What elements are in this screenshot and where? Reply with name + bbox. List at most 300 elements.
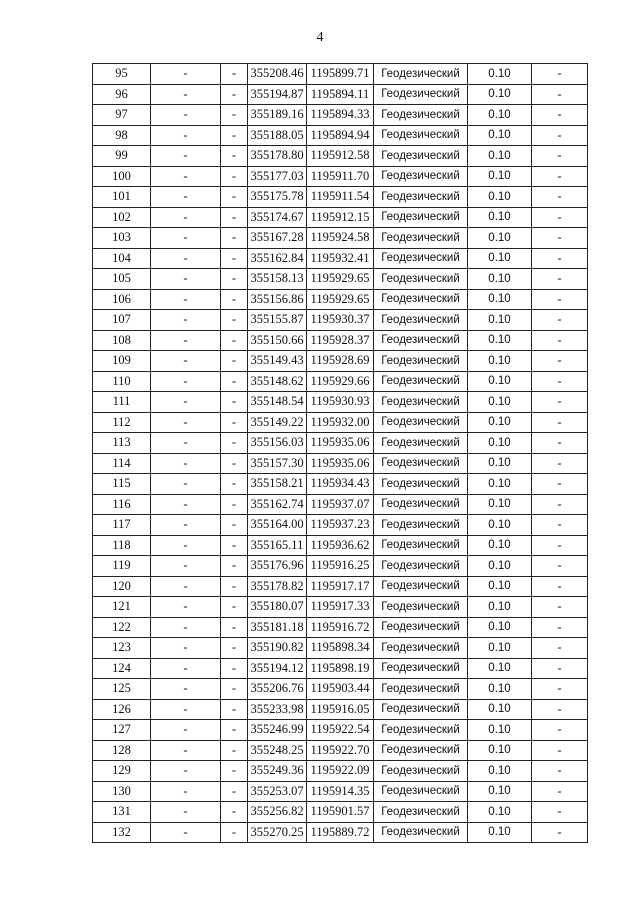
table-row — [93, 474, 588, 495]
column-3-cell: - — [221, 433, 248, 454]
column-3-cell: - — [221, 269, 248, 290]
table-row — [93, 105, 588, 126]
column-8-cell: - — [532, 187, 588, 208]
column-2-cell: - — [151, 453, 221, 474]
column-8-cell: - — [532, 371, 588, 392]
column-3-cell: - — [221, 392, 248, 413]
x-coordinate-cell: 355158.13 — [248, 269, 307, 290]
method-cell: Геодезический — [374, 64, 468, 85]
accuracy-cell: 0.10 — [468, 494, 532, 515]
y-coordinate-cell: 1195894.11 — [307, 84, 374, 105]
point-number-cell: 132 — [93, 822, 151, 843]
accuracy-cell: 0.10 — [468, 64, 532, 85]
x-coordinate-cell: 355190.82 — [248, 638, 307, 659]
method-cell: Геодезический — [374, 269, 468, 290]
column-8-cell: - — [532, 330, 588, 351]
method-cell: Геодезический — [374, 351, 468, 372]
point-number-cell: 96 — [93, 84, 151, 105]
y-coordinate-cell: 1195924.58 — [307, 228, 374, 249]
x-coordinate-cell: 355174.67 — [248, 207, 307, 228]
column-2-cell: - — [151, 474, 221, 495]
y-coordinate-cell: 1195894.33 — [307, 105, 374, 126]
point-number-cell: 118 — [93, 535, 151, 556]
point-number-cell: 112 — [93, 412, 151, 433]
column-3-cell: - — [221, 125, 248, 146]
column-8-cell: - — [532, 392, 588, 413]
accuracy-cell: 0.10 — [468, 351, 532, 372]
column-3-cell: - — [221, 146, 248, 167]
column-3-cell: - — [221, 658, 248, 679]
y-coordinate-cell: 1195916.25 — [307, 556, 374, 577]
accuracy-cell: 0.10 — [468, 84, 532, 105]
x-coordinate-cell: 355194.12 — [248, 658, 307, 679]
point-number-cell: 123 — [93, 638, 151, 659]
column-2-cell: - — [151, 187, 221, 208]
table-row — [93, 822, 588, 843]
column-2-cell: - — [151, 535, 221, 556]
page-number: 4 — [316, 30, 324, 45]
column-8-cell: - — [532, 617, 588, 638]
accuracy-cell: 0.10 — [468, 330, 532, 351]
table-row — [93, 330, 588, 351]
column-2-cell: - — [151, 248, 221, 269]
accuracy-cell: 0.10 — [468, 679, 532, 700]
x-coordinate-cell: 355155.87 — [248, 310, 307, 331]
y-coordinate-cell: 1195912.58 — [307, 146, 374, 167]
column-3-cell: - — [221, 515, 248, 536]
y-coordinate-cell: 1195930.93 — [307, 392, 374, 413]
x-coordinate-cell: 355149.22 — [248, 412, 307, 433]
column-3-cell: - — [221, 761, 248, 782]
column-8-cell: - — [532, 125, 588, 146]
accuracy-cell: 0.10 — [468, 658, 532, 679]
y-coordinate-cell: 1195929.65 — [307, 269, 374, 290]
column-8-cell: - — [532, 638, 588, 659]
table-row — [93, 740, 588, 761]
x-coordinate-cell: 355181.18 — [248, 617, 307, 638]
column-8-cell: - — [532, 146, 588, 167]
column-2-cell: - — [151, 494, 221, 515]
y-coordinate-cell: 1195911.70 — [307, 166, 374, 187]
x-coordinate-cell: 355206.76 — [248, 679, 307, 700]
column-3-cell: - — [221, 310, 248, 331]
y-coordinate-cell: 1195916.05 — [307, 699, 374, 720]
table-row — [93, 781, 588, 802]
column-2-cell: - — [151, 597, 221, 618]
point-number-cell: 95 — [93, 64, 151, 85]
x-coordinate-cell: 355156.03 — [248, 433, 307, 454]
accuracy-cell: 0.10 — [468, 740, 532, 761]
column-2-cell: - — [151, 64, 221, 85]
column-2-cell: - — [151, 125, 221, 146]
method-cell: Геодезический — [374, 84, 468, 105]
point-number-cell: 110 — [93, 371, 151, 392]
table-row — [93, 125, 588, 146]
method-cell: Геодезический — [374, 597, 468, 618]
method-cell: Геодезический — [374, 453, 468, 474]
method-cell: Геодезический — [374, 699, 468, 720]
column-2-cell: - — [151, 84, 221, 105]
accuracy-cell: 0.10 — [468, 781, 532, 802]
point-number-cell: 129 — [93, 761, 151, 782]
accuracy-cell: 0.10 — [468, 146, 532, 167]
column-2-cell: - — [151, 228, 221, 249]
method-cell: Геодезический — [374, 187, 468, 208]
method-cell: Геодезический — [374, 207, 468, 228]
column-8-cell: - — [532, 207, 588, 228]
y-coordinate-cell: 1195932.00 — [307, 412, 374, 433]
table-row — [93, 494, 588, 515]
point-number-cell: 105 — [93, 269, 151, 290]
column-3-cell: - — [221, 576, 248, 597]
y-coordinate-cell: 1195930.37 — [307, 310, 374, 331]
accuracy-cell: 0.10 — [468, 617, 532, 638]
table-row — [93, 597, 588, 618]
column-2-cell: - — [151, 105, 221, 126]
table-row — [93, 146, 588, 167]
accuracy-cell: 0.10 — [468, 412, 532, 433]
column-2-cell: - — [151, 515, 221, 536]
y-coordinate-cell: 1195936.62 — [307, 535, 374, 556]
column-8-cell: - — [532, 822, 588, 843]
column-3-cell: - — [221, 453, 248, 474]
column-2-cell: - — [151, 679, 221, 700]
point-number-cell: 102 — [93, 207, 151, 228]
accuracy-cell: 0.10 — [468, 310, 532, 331]
column-3-cell: - — [221, 105, 248, 126]
point-number-cell: 106 — [93, 289, 151, 310]
table-row — [93, 617, 588, 638]
x-coordinate-cell: 355189.16 — [248, 105, 307, 126]
point-number-cell: 115 — [93, 474, 151, 495]
column-8-cell: - — [532, 494, 588, 515]
y-coordinate-cell: 1195922.09 — [307, 761, 374, 782]
column-8-cell: - — [532, 351, 588, 372]
point-number-cell: 122 — [93, 617, 151, 638]
x-coordinate-cell: 355150.66 — [248, 330, 307, 351]
point-number-cell: 116 — [93, 494, 151, 515]
table-row — [93, 392, 588, 413]
table-row — [93, 761, 588, 782]
y-coordinate-cell: 1195922.70 — [307, 740, 374, 761]
method-cell: Геодезический — [374, 105, 468, 126]
x-coordinate-cell: 355256.82 — [248, 802, 307, 823]
y-coordinate-cell: 1195937.23 — [307, 515, 374, 536]
table-row — [93, 699, 588, 720]
point-number-cell: 99 — [93, 146, 151, 167]
method-cell: Геодезический — [374, 310, 468, 331]
column-3-cell: - — [221, 330, 248, 351]
accuracy-cell: 0.10 — [468, 699, 532, 720]
method-cell: Геодезический — [374, 371, 468, 392]
table-row — [93, 351, 588, 372]
table-row — [93, 720, 588, 741]
column-2-cell: - — [151, 269, 221, 290]
accuracy-cell: 0.10 — [468, 392, 532, 413]
accuracy-cell: 0.10 — [468, 228, 532, 249]
table-row — [93, 412, 588, 433]
table-row — [93, 535, 588, 556]
accuracy-cell: 0.10 — [468, 248, 532, 269]
x-coordinate-cell: 355158.21 — [248, 474, 307, 495]
table-row — [93, 371, 588, 392]
y-coordinate-cell: 1195899.71 — [307, 64, 374, 85]
column-3-cell: - — [221, 781, 248, 802]
method-cell: Геодезический — [374, 146, 468, 167]
column-8-cell: - — [532, 720, 588, 741]
column-2-cell: - — [151, 761, 221, 782]
x-coordinate-cell: 355188.05 — [248, 125, 307, 146]
column-2-cell: - — [151, 392, 221, 413]
column-8-cell: - — [532, 699, 588, 720]
method-cell: Геодезический — [374, 822, 468, 843]
point-number-cell: 103 — [93, 228, 151, 249]
table-row — [93, 228, 588, 249]
x-coordinate-cell: 355246.99 — [248, 720, 307, 741]
column-8-cell: - — [532, 453, 588, 474]
column-2-cell: - — [151, 556, 221, 577]
column-8-cell: - — [532, 781, 588, 802]
column-2-cell: - — [151, 638, 221, 659]
column-3-cell: - — [221, 207, 248, 228]
y-coordinate-cell: 1195901.57 — [307, 802, 374, 823]
x-coordinate-cell: 355175.78 — [248, 187, 307, 208]
column-8-cell: - — [532, 474, 588, 495]
method-cell: Геодезический — [374, 658, 468, 679]
column-2-cell: - — [151, 146, 221, 167]
column-8-cell: - — [532, 228, 588, 249]
column-3-cell: - — [221, 617, 248, 638]
table-row — [93, 84, 588, 105]
column-3-cell: - — [221, 351, 248, 372]
column-2-cell: - — [151, 781, 221, 802]
column-3-cell: - — [221, 802, 248, 823]
method-cell: Геодезический — [374, 166, 468, 187]
column-3-cell: - — [221, 248, 248, 269]
method-cell: Геодезический — [374, 433, 468, 454]
y-coordinate-cell: 1195917.33 — [307, 597, 374, 618]
table-row — [93, 207, 588, 228]
table-row — [93, 248, 588, 269]
column-3-cell: - — [221, 228, 248, 249]
column-3-cell: - — [221, 822, 248, 843]
column-3-cell: - — [221, 699, 248, 720]
column-2-cell: - — [151, 802, 221, 823]
x-coordinate-cell: 355162.84 — [248, 248, 307, 269]
table-row — [93, 802, 588, 823]
method-cell: Геодезический — [374, 679, 468, 700]
point-number-cell: 120 — [93, 576, 151, 597]
method-cell: Геодезический — [374, 740, 468, 761]
x-coordinate-cell: 355156.86 — [248, 289, 307, 310]
column-8-cell: - — [532, 761, 588, 782]
column-8-cell: - — [532, 269, 588, 290]
point-number-cell: 98 — [93, 125, 151, 146]
accuracy-cell: 0.10 — [468, 802, 532, 823]
method-cell: Геодезический — [374, 761, 468, 782]
y-coordinate-cell: 1195928.37 — [307, 330, 374, 351]
column-8-cell: - — [532, 166, 588, 187]
method-cell: Геодезический — [374, 638, 468, 659]
column-8-cell: - — [532, 64, 588, 85]
y-coordinate-cell: 1195935.06 — [307, 453, 374, 474]
column-2-cell: - — [151, 658, 221, 679]
table-row — [93, 310, 588, 331]
method-cell: Геодезический — [374, 535, 468, 556]
column-8-cell: - — [532, 679, 588, 700]
accuracy-cell: 0.10 — [468, 822, 532, 843]
accuracy-cell: 0.10 — [468, 166, 532, 187]
y-coordinate-cell: 1195916.72 — [307, 617, 374, 638]
x-coordinate-cell: 355270.25 — [248, 822, 307, 843]
column-2-cell: - — [151, 207, 221, 228]
column-2-cell: - — [151, 371, 221, 392]
accuracy-cell: 0.10 — [468, 761, 532, 782]
x-coordinate-cell: 355149.43 — [248, 351, 307, 372]
x-coordinate-cell: 355178.82 — [248, 576, 307, 597]
y-coordinate-cell: 1195934.43 — [307, 474, 374, 495]
y-coordinate-cell: 1195889.72 — [307, 822, 374, 843]
coordinates-table-body — [93, 64, 588, 843]
column-3-cell: - — [221, 556, 248, 577]
table-row — [93, 187, 588, 208]
accuracy-cell: 0.10 — [468, 474, 532, 495]
column-8-cell: - — [532, 597, 588, 618]
point-number-cell: 128 — [93, 740, 151, 761]
y-coordinate-cell: 1195922.54 — [307, 720, 374, 741]
x-coordinate-cell: 355178.80 — [248, 146, 307, 167]
column-8-cell: - — [532, 289, 588, 310]
x-coordinate-cell: 355249.36 — [248, 761, 307, 782]
table-row — [93, 453, 588, 474]
accuracy-cell: 0.10 — [468, 433, 532, 454]
accuracy-cell: 0.10 — [468, 638, 532, 659]
y-coordinate-cell: 1195914.35 — [307, 781, 374, 802]
y-coordinate-cell: 1195898.34 — [307, 638, 374, 659]
y-coordinate-cell: 1195903.44 — [307, 679, 374, 700]
column-8-cell: - — [532, 515, 588, 536]
accuracy-cell: 0.10 — [468, 515, 532, 536]
column-3-cell: - — [221, 474, 248, 495]
point-number-cell: 101 — [93, 187, 151, 208]
accuracy-cell: 0.10 — [468, 269, 532, 290]
column-8-cell: - — [532, 802, 588, 823]
method-cell: Геодезический — [374, 125, 468, 146]
column-2-cell: - — [151, 330, 221, 351]
x-coordinate-cell: 355164.00 — [248, 515, 307, 536]
method-cell: Геодезический — [374, 802, 468, 823]
y-coordinate-cell: 1195929.65 — [307, 289, 374, 310]
table-row — [93, 64, 588, 85]
x-coordinate-cell: 355157.30 — [248, 453, 307, 474]
column-3-cell: - — [221, 84, 248, 105]
point-number-cell: 127 — [93, 720, 151, 741]
point-number-cell: 108 — [93, 330, 151, 351]
x-coordinate-cell: 355208.46 — [248, 64, 307, 85]
point-number-cell: 124 — [93, 658, 151, 679]
x-coordinate-cell: 355233.98 — [248, 699, 307, 720]
y-coordinate-cell: 1195912.15 — [307, 207, 374, 228]
column-3-cell: - — [221, 679, 248, 700]
accuracy-cell: 0.10 — [468, 105, 532, 126]
y-coordinate-cell: 1195935.06 — [307, 433, 374, 454]
column-3-cell: - — [221, 412, 248, 433]
point-number-cell: 130 — [93, 781, 151, 802]
column-2-cell: - — [151, 351, 221, 372]
column-8-cell: - — [532, 310, 588, 331]
column-3-cell: - — [221, 64, 248, 85]
accuracy-cell: 0.10 — [468, 535, 532, 556]
x-coordinate-cell: 355167.28 — [248, 228, 307, 249]
column-3-cell: - — [221, 638, 248, 659]
point-number-cell: 131 — [93, 802, 151, 823]
column-3-cell: - — [221, 597, 248, 618]
column-3-cell: - — [221, 740, 248, 761]
method-cell: Геодезический — [374, 392, 468, 413]
column-3-cell: - — [221, 166, 248, 187]
accuracy-cell: 0.10 — [468, 576, 532, 597]
method-cell: Геодезический — [374, 720, 468, 741]
column-3-cell: - — [221, 187, 248, 208]
point-number-cell: 104 — [93, 248, 151, 269]
column-2-cell: - — [151, 576, 221, 597]
accuracy-cell: 0.10 — [468, 556, 532, 577]
accuracy-cell: 0.10 — [468, 187, 532, 208]
column-3-cell: - — [221, 289, 248, 310]
table-row — [93, 576, 588, 597]
column-2-cell: - — [151, 699, 221, 720]
point-number-cell: 114 — [93, 453, 151, 474]
y-coordinate-cell: 1195929.66 — [307, 371, 374, 392]
method-cell: Геодезический — [374, 556, 468, 577]
x-coordinate-cell: 355176.96 — [248, 556, 307, 577]
y-coordinate-cell: 1195911.54 — [307, 187, 374, 208]
method-cell: Геодезический — [374, 330, 468, 351]
point-number-cell: 97 — [93, 105, 151, 126]
column-3-cell: - — [221, 535, 248, 556]
column-2-cell: - — [151, 433, 221, 454]
y-coordinate-cell: 1195932.41 — [307, 248, 374, 269]
accuracy-cell: 0.10 — [468, 720, 532, 741]
y-coordinate-cell: 1195898.19 — [307, 658, 374, 679]
column-8-cell: - — [532, 433, 588, 454]
column-8-cell: - — [532, 576, 588, 597]
accuracy-cell: 0.10 — [468, 597, 532, 618]
column-8-cell: - — [532, 248, 588, 269]
point-number-cell: 107 — [93, 310, 151, 331]
method-cell: Геодезический — [374, 515, 468, 536]
x-coordinate-cell: 355165.11 — [248, 535, 307, 556]
column-2-cell: - — [151, 289, 221, 310]
x-coordinate-cell: 355148.54 — [248, 392, 307, 413]
table-row — [93, 658, 588, 679]
method-cell: Геодезический — [374, 289, 468, 310]
column-8-cell: - — [532, 740, 588, 761]
point-number-cell: 121 — [93, 597, 151, 618]
table-row — [93, 433, 588, 454]
y-coordinate-cell: 1195917.17 — [307, 576, 374, 597]
point-number-cell: 100 — [93, 166, 151, 187]
method-cell: Геодезический — [374, 781, 468, 802]
method-cell: Геодезический — [374, 228, 468, 249]
column-3-cell: - — [221, 494, 248, 515]
column-3-cell: - — [221, 371, 248, 392]
column-8-cell: - — [532, 658, 588, 679]
point-number-cell: 119 — [93, 556, 151, 577]
column-2-cell: - — [151, 166, 221, 187]
column-8-cell: - — [532, 105, 588, 126]
column-2-cell: - — [151, 822, 221, 843]
